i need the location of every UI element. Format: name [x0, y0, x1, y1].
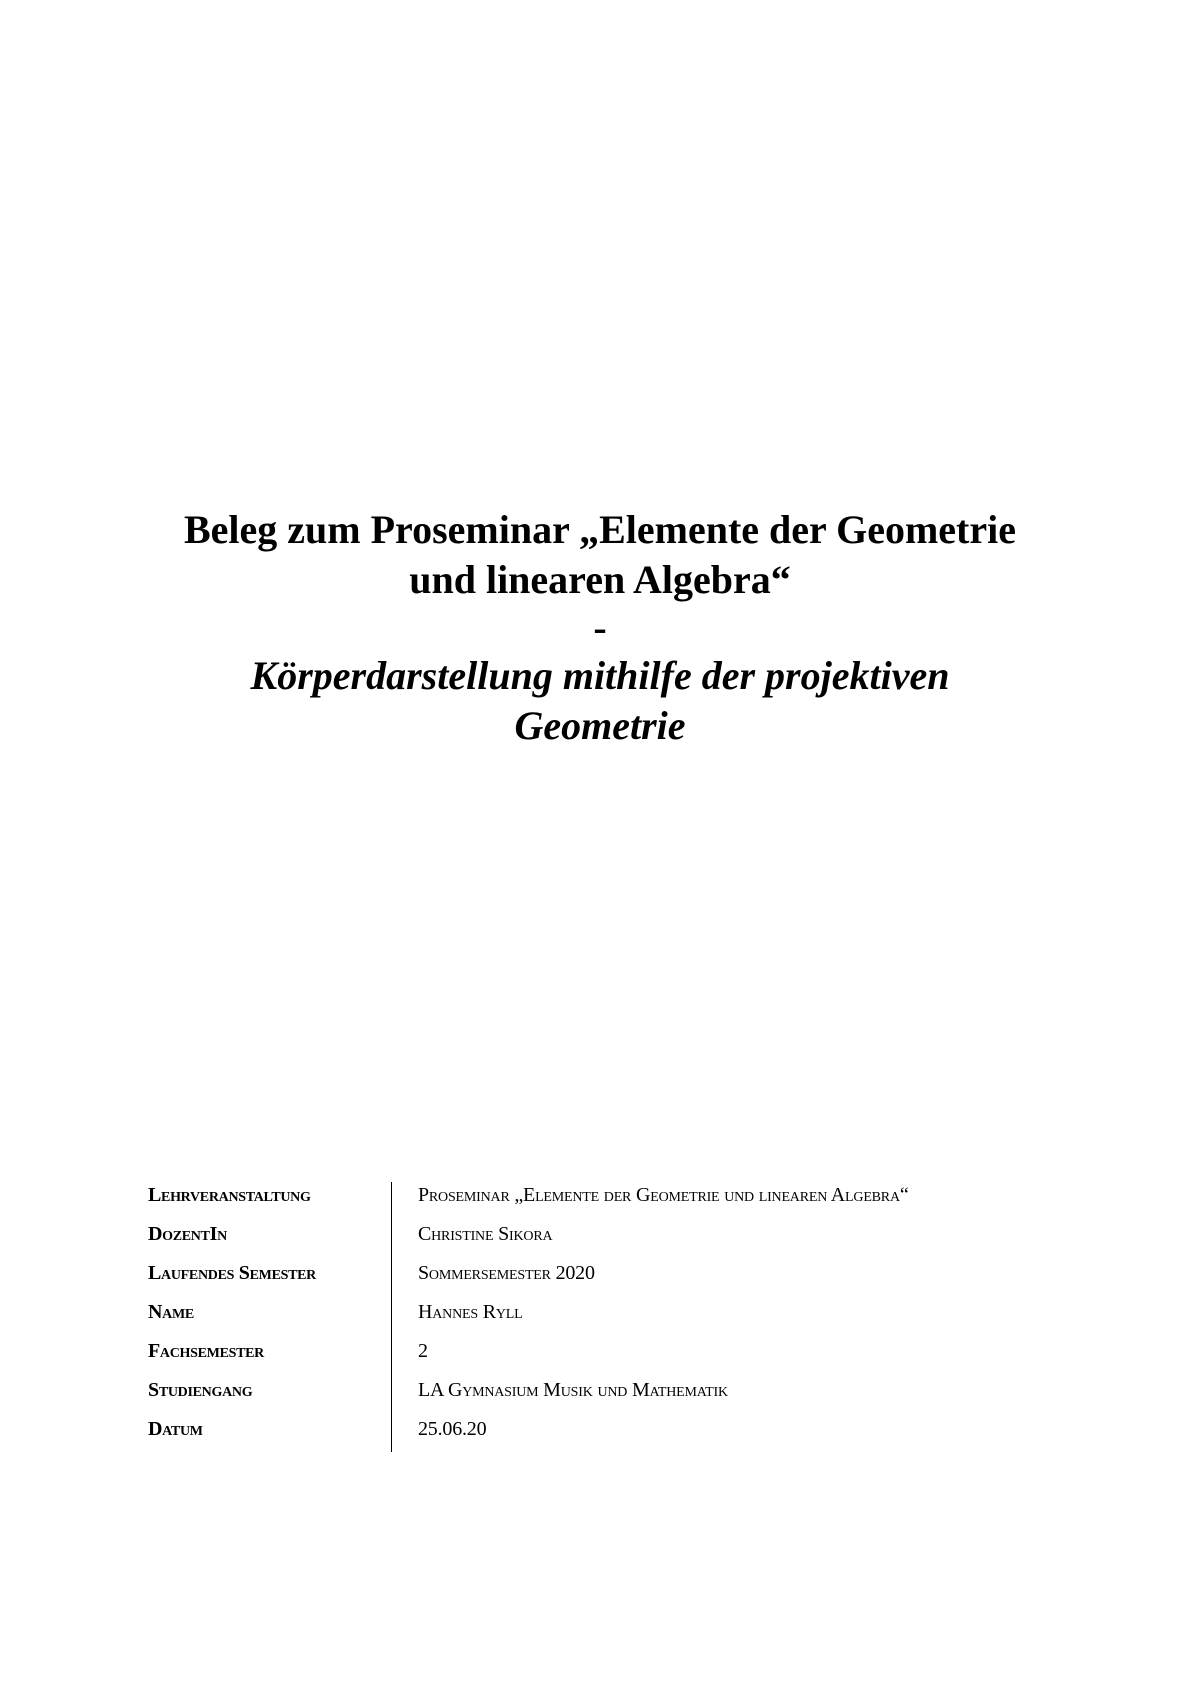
info-label: Laufendes Semester — [148, 1262, 316, 1284]
info-row-lehrveranstaltung — [148, 1182, 978, 1216]
info-label: Name — [148, 1301, 194, 1323]
title-block — [100, 505, 1100, 751]
info-label: Lehrveranstaltung — [148, 1184, 311, 1206]
document-title — [100, 505, 1100, 605]
title-separator-dash: - — [593, 605, 607, 650]
document-subtitle — [100, 651, 1100, 751]
document-title-line-2: und linearen Algebra“ — [409, 557, 791, 602]
info-table — [148, 1182, 978, 1452]
info-value: 25.06.20 — [392, 1411, 979, 1452]
info-value: Christine Sikora — [392, 1216, 979, 1255]
info-label: Studiengang — [148, 1379, 253, 1401]
document-subtitle-line-1: Körperdarstellung mithilfe der projektiven — [250, 653, 950, 698]
info-row-semester — [148, 1255, 978, 1294]
info-row-fachsemester — [148, 1333, 978, 1372]
info-label: Fachsemester — [148, 1340, 264, 1362]
info-row-dozentin — [148, 1216, 978, 1255]
info-value: 2 — [392, 1333, 979, 1372]
info-value: LA Gymnasium Musik und Mathematik — [392, 1372, 979, 1411]
info-label: DozentIn — [148, 1223, 227, 1245]
document-title-line-1: Beleg zum Proseminar „Elemente der Geometrie — [184, 507, 1016, 552]
info-value: Proseminar „Elemente der Geometrie und linearen Algebra“ — [392, 1182, 979, 1216]
info-value: Sommersemester 2020 — [392, 1255, 979, 1294]
info-row-name — [148, 1294, 978, 1333]
info-label: Datum — [148, 1418, 203, 1440]
document-subtitle-line-2: Geometrie — [514, 703, 686, 748]
info-value: Hannes Ryll — [392, 1294, 979, 1333]
info-row-datum — [148, 1411, 978, 1452]
info-row-studiengang — [148, 1372, 978, 1411]
